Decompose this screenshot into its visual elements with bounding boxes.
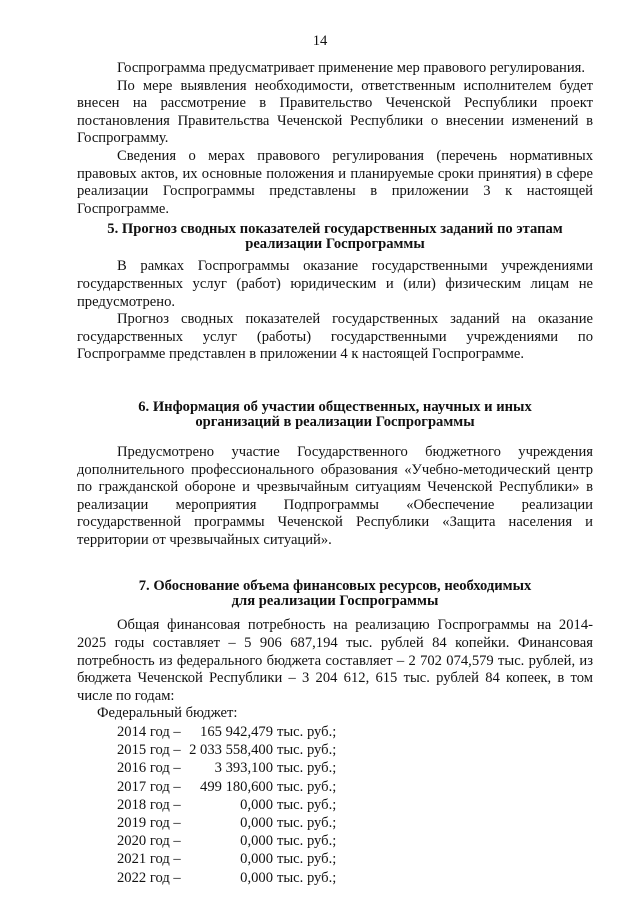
year-label: 2016 год – [117,760,181,777]
year-unit: тыс. руб.; [277,833,337,850]
year-label: 2022 год – [117,869,181,886]
section-5-heading-line2: реализации Госпрограммы [245,236,425,253]
year-label: 2015 год – [117,742,181,759]
year-label: 2020 год – [117,833,181,850]
section-6-heading-line2: организаций в реализации Госпрограммы [195,413,475,430]
year-row [117,778,593,796]
section-6-heading-line1: 6. Информация об участии общественных, научных и иных [138,398,532,415]
year-value: 165 942,479 [200,724,273,741]
year-unit: тыс. руб.; [277,760,337,777]
year-row [117,796,593,814]
year-value: 0,000 [240,869,273,886]
paragraph-legal-regulation: Госпрограмма предусматривает применение мер правового регулирования. [117,60,586,76]
section-5-paragraph-1: В рамках Госпрограммы оказание государственными учреждениями государственных услуг (работ) юридическим и (или) физическим лицам не предусмотрено. [77,258,593,310]
year-unit: тыс. руб.; [277,869,337,886]
federal-budget-label: Федеральный бюджет: [97,705,238,722]
year-unit: тыс. руб.; [277,742,337,759]
year-label: 2019 год – [117,814,181,831]
year-value: 499 180,600 [200,778,273,795]
year-row [117,759,593,777]
year-label: 2017 год – [117,778,181,795]
year-value: 3 393,100 [214,760,273,777]
year-value: 0,000 [240,851,273,868]
year-value: 2 033 558,400 [189,742,273,759]
section-7-paragraph-1: Общая финансовая потребность на реализацию Госпрограммы на 2014-2025 годы составляет – 5 906 687,194 тыс. рублей 84 копейки. Финансовая потребность из федерального бюджета составляет – 2 702 074,579 тыс. рублей, из бюджета Чеченской Республики – 3 204 612, 615 тыс. рублей 84 копеек, в том числе по годам: [77,617,593,704]
year-row [117,832,593,850]
year-value: 0,000 [240,833,273,850]
section-7-heading-line2: для реализации Госпрограммы [231,593,439,610]
page-number: 14 [312,33,328,49]
section-6-paragraph-1: Предусмотрено участие Государственного бюджетного учреждения дополнительного профессионального образования «Учебно-методический центр по гражданской обороне и чрезвычайным ситуациям Чеченской Республики» в реализации мероприятия Подпрограммы «Обеспечение реализации государственной программы Чеченской Республики «Защита населения и территории от чрезвычайных ситуаций». [77,443,593,548]
year-row [117,869,593,887]
year-unit: тыс. руб.; [277,724,337,741]
year-row [117,741,593,759]
federal-budget-years [77,723,593,887]
year-unit: тыс. руб.; [277,778,337,795]
page-body [77,60,593,887]
year-unit: тыс. руб.; [277,796,337,813]
year-value: 0,000 [240,796,273,813]
year-row [117,814,593,832]
section-7-heading-line1: 7. Обоснование объема финансовых ресурсов, необходимых [138,578,532,595]
year-row [117,850,593,868]
paragraph-legal-measures: Сведения о мерах правового регулирования (перечень нормативных правовых актов, их основные положения и планируемые сроки принятия) в сфере реализации Госпрограммы представлены в приложении 3 к настоящей Госпрограмме. [77,147,593,217]
paragraph-amendments: По мере выявления необходимости, ответственным исполнителем будет внесен на рассмотрение в Правительство Чеченской Республики проект постановления Правительства Чеченской Республики о внесении изменений в Госпрограмму. [77,77,593,147]
year-label: 2018 год – [117,796,181,813]
year-unit: тыс. руб.; [277,851,337,868]
section-5-heading-line1: 5. Прогноз сводных показателей государственных заданий по этапам [107,221,563,238]
section-5-paragraph-2: Прогноз сводных показателей государственных заданий на оказание государственных услуг (работы) государственными учреждениями по Госпрограмме представлен в приложении 4 к настоящей Госпрограмме. [77,311,593,363]
year-unit: тыс. руб.; [277,814,337,831]
year-row [117,723,593,741]
year-value: 0,000 [240,814,273,831]
year-label: 2014 год – [117,724,181,741]
year-label: 2021 год – [117,851,181,868]
